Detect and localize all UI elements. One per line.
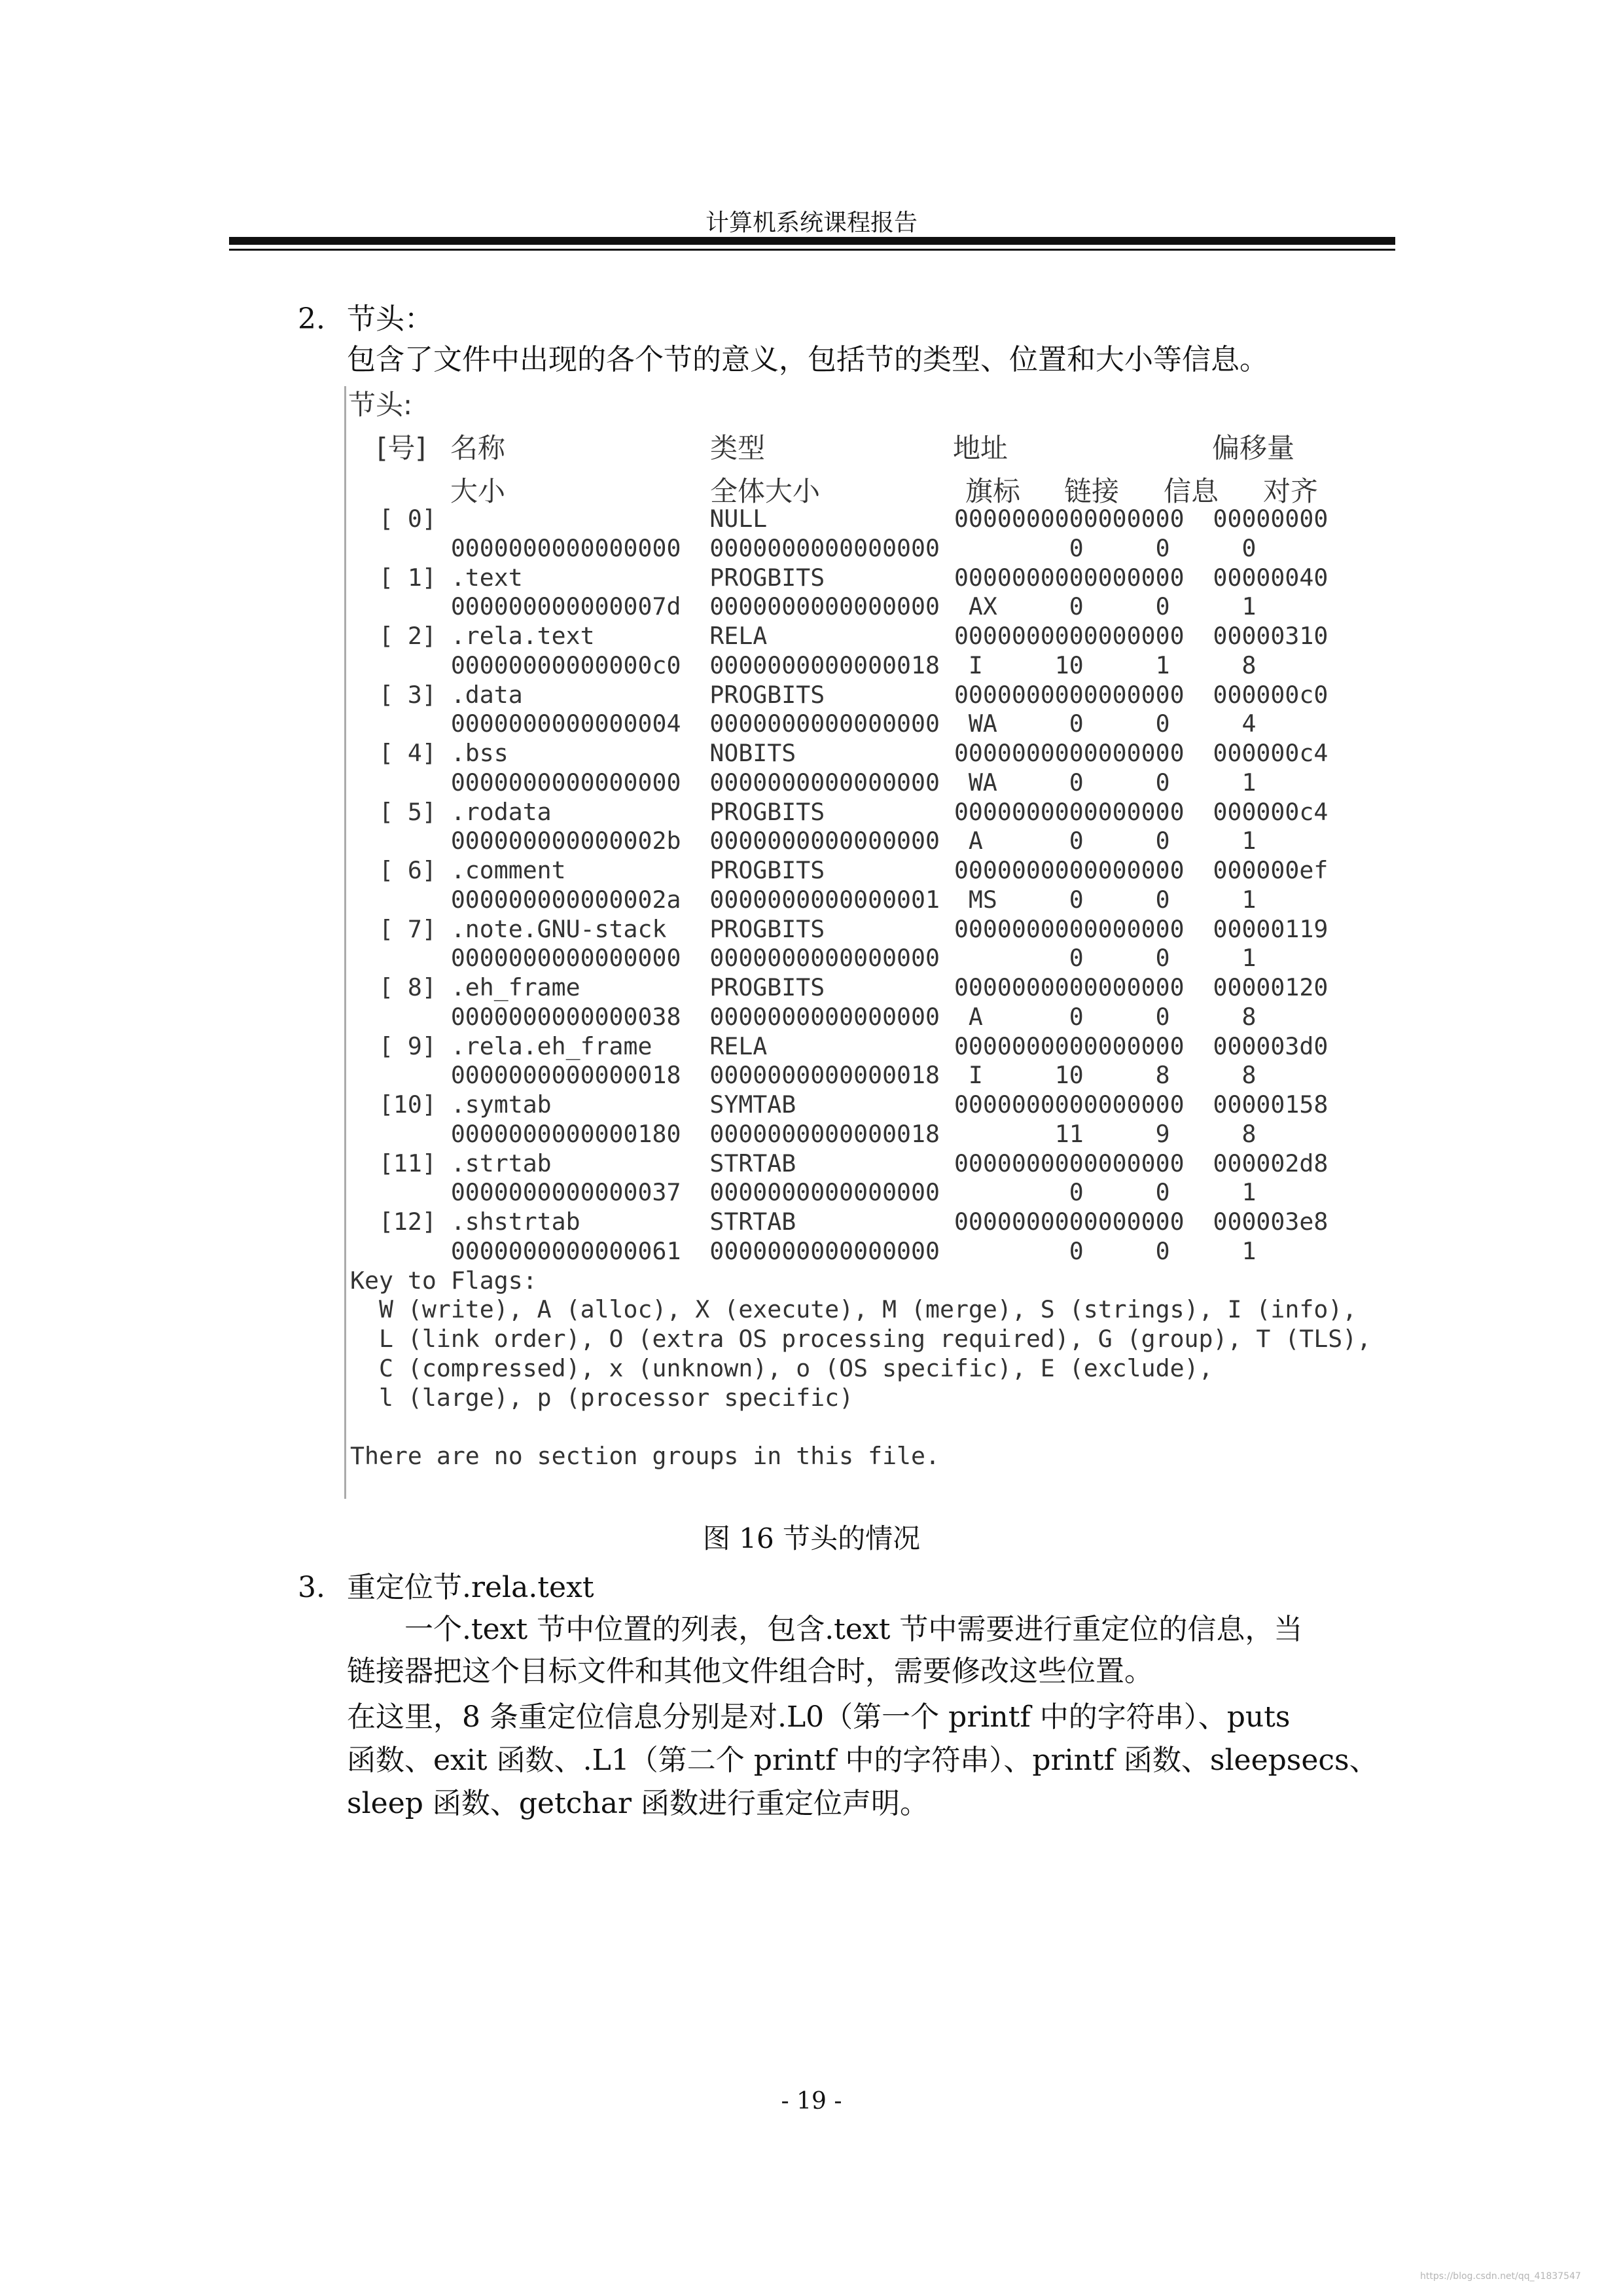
section-row-10-line1: [10] .symtab SYMTAB 0000000000000000 00000158 (350, 1090, 1329, 1119)
flags-key-title: Key to Flags: (350, 1266, 537, 1295)
section-row-5-line1: [ 5] .rodata PROGBITS 0000000000000000 000000c4 (350, 797, 1329, 826)
section-row-2-line2: 00000000000000c0 0000000000000018 I 10 1 8 (350, 651, 1257, 679)
section-row-3-line2: 0000000000000004 0000000000000000 WA 0 0 4 (350, 709, 1257, 738)
section-row-4-line2: 0000000000000000 0000000000000000 WA 0 0 1 (350, 768, 1257, 797)
section-row-11-line2: 0000000000000037 0000000000000000 0 0 1 (350, 1178, 1257, 1207)
section-row-5-line2: 000000000000002b 0000000000000000 A 0 0 1 (350, 827, 1257, 855)
flags-key-line: L (link order), O (extra OS processing required), G (group), T (TLS), (350, 1325, 1372, 1353)
section-row-4-line1: [ 4] .bss NOBITS 0000000000000000 000000c4 (350, 739, 1329, 767)
watermark: https://blog.csdn.net/qq_41837547 (1420, 2271, 1581, 2282)
section3-line5: sleep 函数、getchar 函数进行重定位声明。 (347, 1787, 929, 1820)
section2-number: 2. (298, 302, 325, 336)
section3-heading: 重定位节.rela.text (347, 1571, 594, 1604)
col-info: 信息 (1164, 475, 1219, 507)
section-row-6-line2: 000000000000002a 0000000000000001 MS 0 0 1 (350, 885, 1257, 914)
col-address: 地址 (953, 432, 1008, 464)
section3-line2: 链接器把这个目标文件和其他文件组合时，需要修改这些位置。 (347, 1655, 1153, 1688)
flags-key-line: W (write), A (alloc), X (execute), M (merge), S (strings), I (info), (350, 1295, 1357, 1324)
header-title: 计算机系统课程报告 (705, 209, 918, 236)
section-row-6-line1: [ 6] .comment PROGBITS 0000000000000000 000000ef (350, 856, 1329, 884)
col-num: [号] (377, 432, 426, 464)
page-number: - 19 - (781, 2088, 842, 2115)
col-entsize: 全体大小 (710, 475, 821, 507)
section-row-8-line2: 0000000000000038 0000000000000000 A 0 0 8 (350, 1002, 1257, 1031)
flags-key-line: C (compressed), x (unknown), o (OS specific), E (exclude), (350, 1354, 1213, 1382)
col-type: 类型 (710, 432, 766, 464)
section3-line1: 一个.text 节中位置的列表，包含.text 节中需要进行重定位的信息，当 (404, 1613, 1303, 1646)
section-row-0-line1: [ 0] NULL 0000000000000000 00000000 (350, 505, 1329, 533)
figure-caption: 图 16 节头的情况 (702, 1522, 921, 1554)
section-row-9-line1: [ 9] .rela.eh_frame RELA 0000000000000000 000003d0 (350, 1031, 1329, 1060)
section-row-11-line1: [11] .strtab STRTAB 0000000000000000 000002d8 (350, 1149, 1329, 1177)
section3-number: 3. (298, 1571, 325, 1604)
section3-line3: 在这里，8 条重定位信息分别是对.L0（第一个 printf 中的字符串）、puts (347, 1700, 1291, 1734)
section-row-2-line1: [ 2] .rela.text RELA 0000000000000000 00000310 (350, 622, 1329, 650)
section2-heading: 节头： (347, 302, 433, 336)
section-row-1-line1: [ 1] .text PROGBITS 0000000000000000 00000040 (350, 563, 1329, 592)
terminal-title: 节头: (348, 389, 413, 421)
section-groups-note: There are no section groups in this file. (350, 1442, 940, 1470)
section-row-12-line1: [12] .shstrtab STRTAB 0000000000000000 000003e8 (350, 1208, 1329, 1236)
section-row-7-line2: 0000000000000000 0000000000000000 0 0 1 (350, 944, 1257, 973)
section3-line4: 函数、exit 函数、.L1（第二个 printf 中的字符串）、printf 函数、sleepsecs、 (347, 1744, 1378, 1777)
header-rule-thick (229, 237, 1395, 245)
section-row-3-line1: [ 3] .data PROGBITS 0000000000000000 000000c0 (350, 680, 1329, 709)
section2-description: 包含了文件中出现的各个节的意义，包括节的类型、位置和大小等信息。 (347, 343, 1268, 376)
col-align: 对齐 (1263, 475, 1319, 507)
section-row-8-line1: [ 8] .eh_frame PROGBITS 0000000000000000 00000120 (350, 973, 1329, 1001)
col-link: 链接 (1064, 475, 1120, 507)
col-flags: 旗标 (965, 475, 1021, 507)
section-row-9-line2: 0000000000000018 0000000000000018 I 10 8 8 (350, 1061, 1257, 1090)
terminal-left-border (344, 386, 346, 1499)
section-row-7-line1: [ 7] .note.GNU-stack PROGBITS 0000000000000000 00000119 (350, 914, 1329, 943)
section-row-10-line2: 0000000000000180 0000000000000018 11 9 8 (350, 1119, 1257, 1148)
section-row-12-line2: 0000000000000061 0000000000000000 0 0 1 (350, 1236, 1257, 1265)
flags-key-line: l (large), p (processor specific) (350, 1383, 854, 1412)
section-row-0-line2: 0000000000000000 0000000000000000 0 0 0 (350, 533, 1257, 562)
header-rule-thin (229, 249, 1395, 251)
col-offset: 偏移量 (1212, 432, 1295, 464)
col-size: 大小 (450, 475, 506, 507)
col-name: 名称 (450, 432, 506, 464)
section-row-1-line2: 000000000000007d 0000000000000000 AX 0 0 1 (350, 592, 1257, 621)
